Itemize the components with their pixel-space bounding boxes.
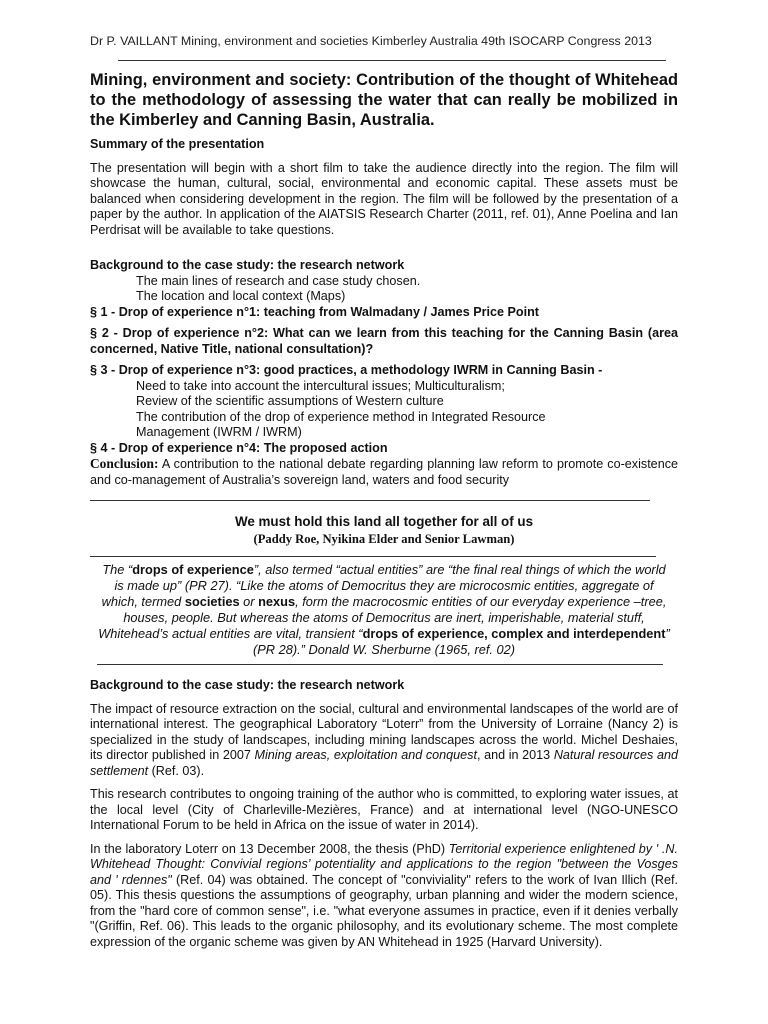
header-rule <box>118 60 666 61</box>
conclusion-label: Conclusion: <box>90 456 159 471</box>
quote-text: ” (PR 28).” Donald W. Sherburne (1965, ref. 02) <box>253 626 670 657</box>
summary-paragraph: The presentation will begin with a short film to take the audience directly into the region. The film will showcase the human, cultural, social, environmental and economic capital. These assets must be balanced when considering development in the region. The film will be followed by the presentation of a paper by the author. In application of the AIATSIS Research Charter (2011, ref. 01), Anne Poelina and Ian Perdrisat will be available to take questions. <box>90 160 678 237</box>
background-paragraph-1 <box>90 702 678 780</box>
outline-background-item: The main lines of research and case study chosen. <box>136 273 421 288</box>
outline-background-item: The location and local context (Maps) <box>136 289 346 303</box>
book-title: Natural resources and settlement <box>90 748 678 778</box>
summary-section <box>90 137 678 238</box>
outline-section-4: § 4 - Drop of experience n°4: The proposed action <box>90 440 388 455</box>
quote-emphasis: nexus <box>258 594 296 609</box>
quote-emphasis: drops of experience, complex and interdependent <box>362 626 666 641</box>
motto-attribution: (Paddy Roe, Nyikina Elder and Senior Lawman) <box>253 531 515 546</box>
paragraph-text: (Ref. 03). <box>148 763 205 778</box>
paragraph-text: The impact of resource extraction on the social, cultural and environmental landscapes of the world are of international interest. The geographical Laboratory “Loterr” from the University of Lorraine (Nancy 2) is specialized in the study of landscapes, including mining landscapes across the world. Michel Deshaies, its director published in 2007 <box>90 701 678 762</box>
quote-text: ”, also termed “actual entities” are “the final real things of which the world is made up” (PR 27). “Like the atoms of Democritus they are microcosmic entities, aggregate of which, termed <box>101 562 666 609</box>
quote-emphasis: drops of experience <box>132 562 254 577</box>
book-title: Mining areas, exploitation and conquest <box>254 748 477 762</box>
outline-section-2: § 2 - Drop of experience n°2: What can we learn from this teaching for the Canning Basin (area concerned, Native Title, national consultation)? <box>90 326 678 356</box>
quote-text: or <box>239 594 259 609</box>
outline-background-heading: Background to the case study: the research network <box>90 258 405 272</box>
paragraph-text: In the laboratory Loterr on 13 December 2008, the thesis (PhD) <box>90 841 449 856</box>
outline-section-3-item: Review of the scientific assumptions of Western culture <box>136 394 444 408</box>
quote-text: , form the macrocosmic entities of our everyday experience –tree, houses, people. But whereas the atoms of Democritus are inert, imperishable, material stuff, Whitehead’s actual entities are vital, transient “ <box>98 594 667 641</box>
motto-line: We must hold this land all together for all of us <box>234 514 534 529</box>
divider-rule <box>90 500 650 501</box>
background-paragraph-2: This research contributes to ongoing training of the author who is committed, to exploring water issues, at the local level (City of Charleville-Mezières, France) and at international level (NGO-UNESCO International Forum to be held in Africa on the issue of water in 2014). <box>90 787 678 832</box>
thesis-title: Territorial experience enlightened by ' .N. Whitehead Thought: Convivial regions’ potentiality and applications to the region "between the Vosges and ' rdennes" <box>90 841 678 887</box>
outline-section-3-item: The contribution of the drop of experience method in Integrated Resource <box>136 409 546 424</box>
background-paragraph-3 <box>90 842 678 951</box>
quote-top-rule <box>90 556 656 557</box>
quote-bottom-rule <box>97 664 663 665</box>
background-section <box>90 678 678 950</box>
conclusion-text: A contribution to the national debate regarding planning law reform to promote co-existence and co-management of Australia’s sovereign land, waters and food security <box>90 457 678 487</box>
running-header: Dr P. VAILLANT Mining, environment and societies Kimberley Australia 49th ISOCARP Congress 2013 <box>90 34 652 48</box>
conclusion-paragraph <box>90 456 678 488</box>
outline-section-3-item: Need to take into account the intercultural issues; Multiculturalism; <box>136 378 505 393</box>
summary-heading: Summary of the presentation <box>90 137 265 151</box>
background-heading: Background to the case study: the research network <box>90 678 405 692</box>
paragraph-text: (Ref. 04) was obtained. The concept of "conviviality" refers to the work of Ivan Illich (Ref. 05). This thesis questions the assumptions of geography, urban planning and wider the modern science, from the "hard core of common sense", i.e. "what everyone assumes in practice, even if it denies verbally "(Griffin, Ref. 06). This leads to the organic philosophy, and its evolutionary scheme. The most complete expression of the organic scheme was given by AN Whitehead in 1925 (Harvard University). <box>90 872 678 949</box>
quote-emphasis: societies <box>184 594 240 609</box>
outline-section-3-item: Management (IWRM / IWRM) <box>136 425 302 439</box>
motto-block <box>90 514 678 547</box>
outline-section-1: § 1 - Drop of experience n°1: teaching from Walmadany / James Price Point <box>90 304 539 319</box>
paper-title: Mining, environment and society: Contribution of the thought of Whitehead to the methodology of assessing the water that can really be mobilized in the Kimberley and Canning Basin, Australia. <box>90 71 678 129</box>
whitehead-quote <box>97 562 671 658</box>
outline-section-3: § 3 - Drop of experience n°3: good practices, a methodology IWRM in Canning Basin - <box>90 363 603 377</box>
paragraph-text: , and in 2013 <box>476 748 554 762</box>
quote-text: The “ <box>102 562 133 577</box>
outline-section <box>90 258 678 488</box>
